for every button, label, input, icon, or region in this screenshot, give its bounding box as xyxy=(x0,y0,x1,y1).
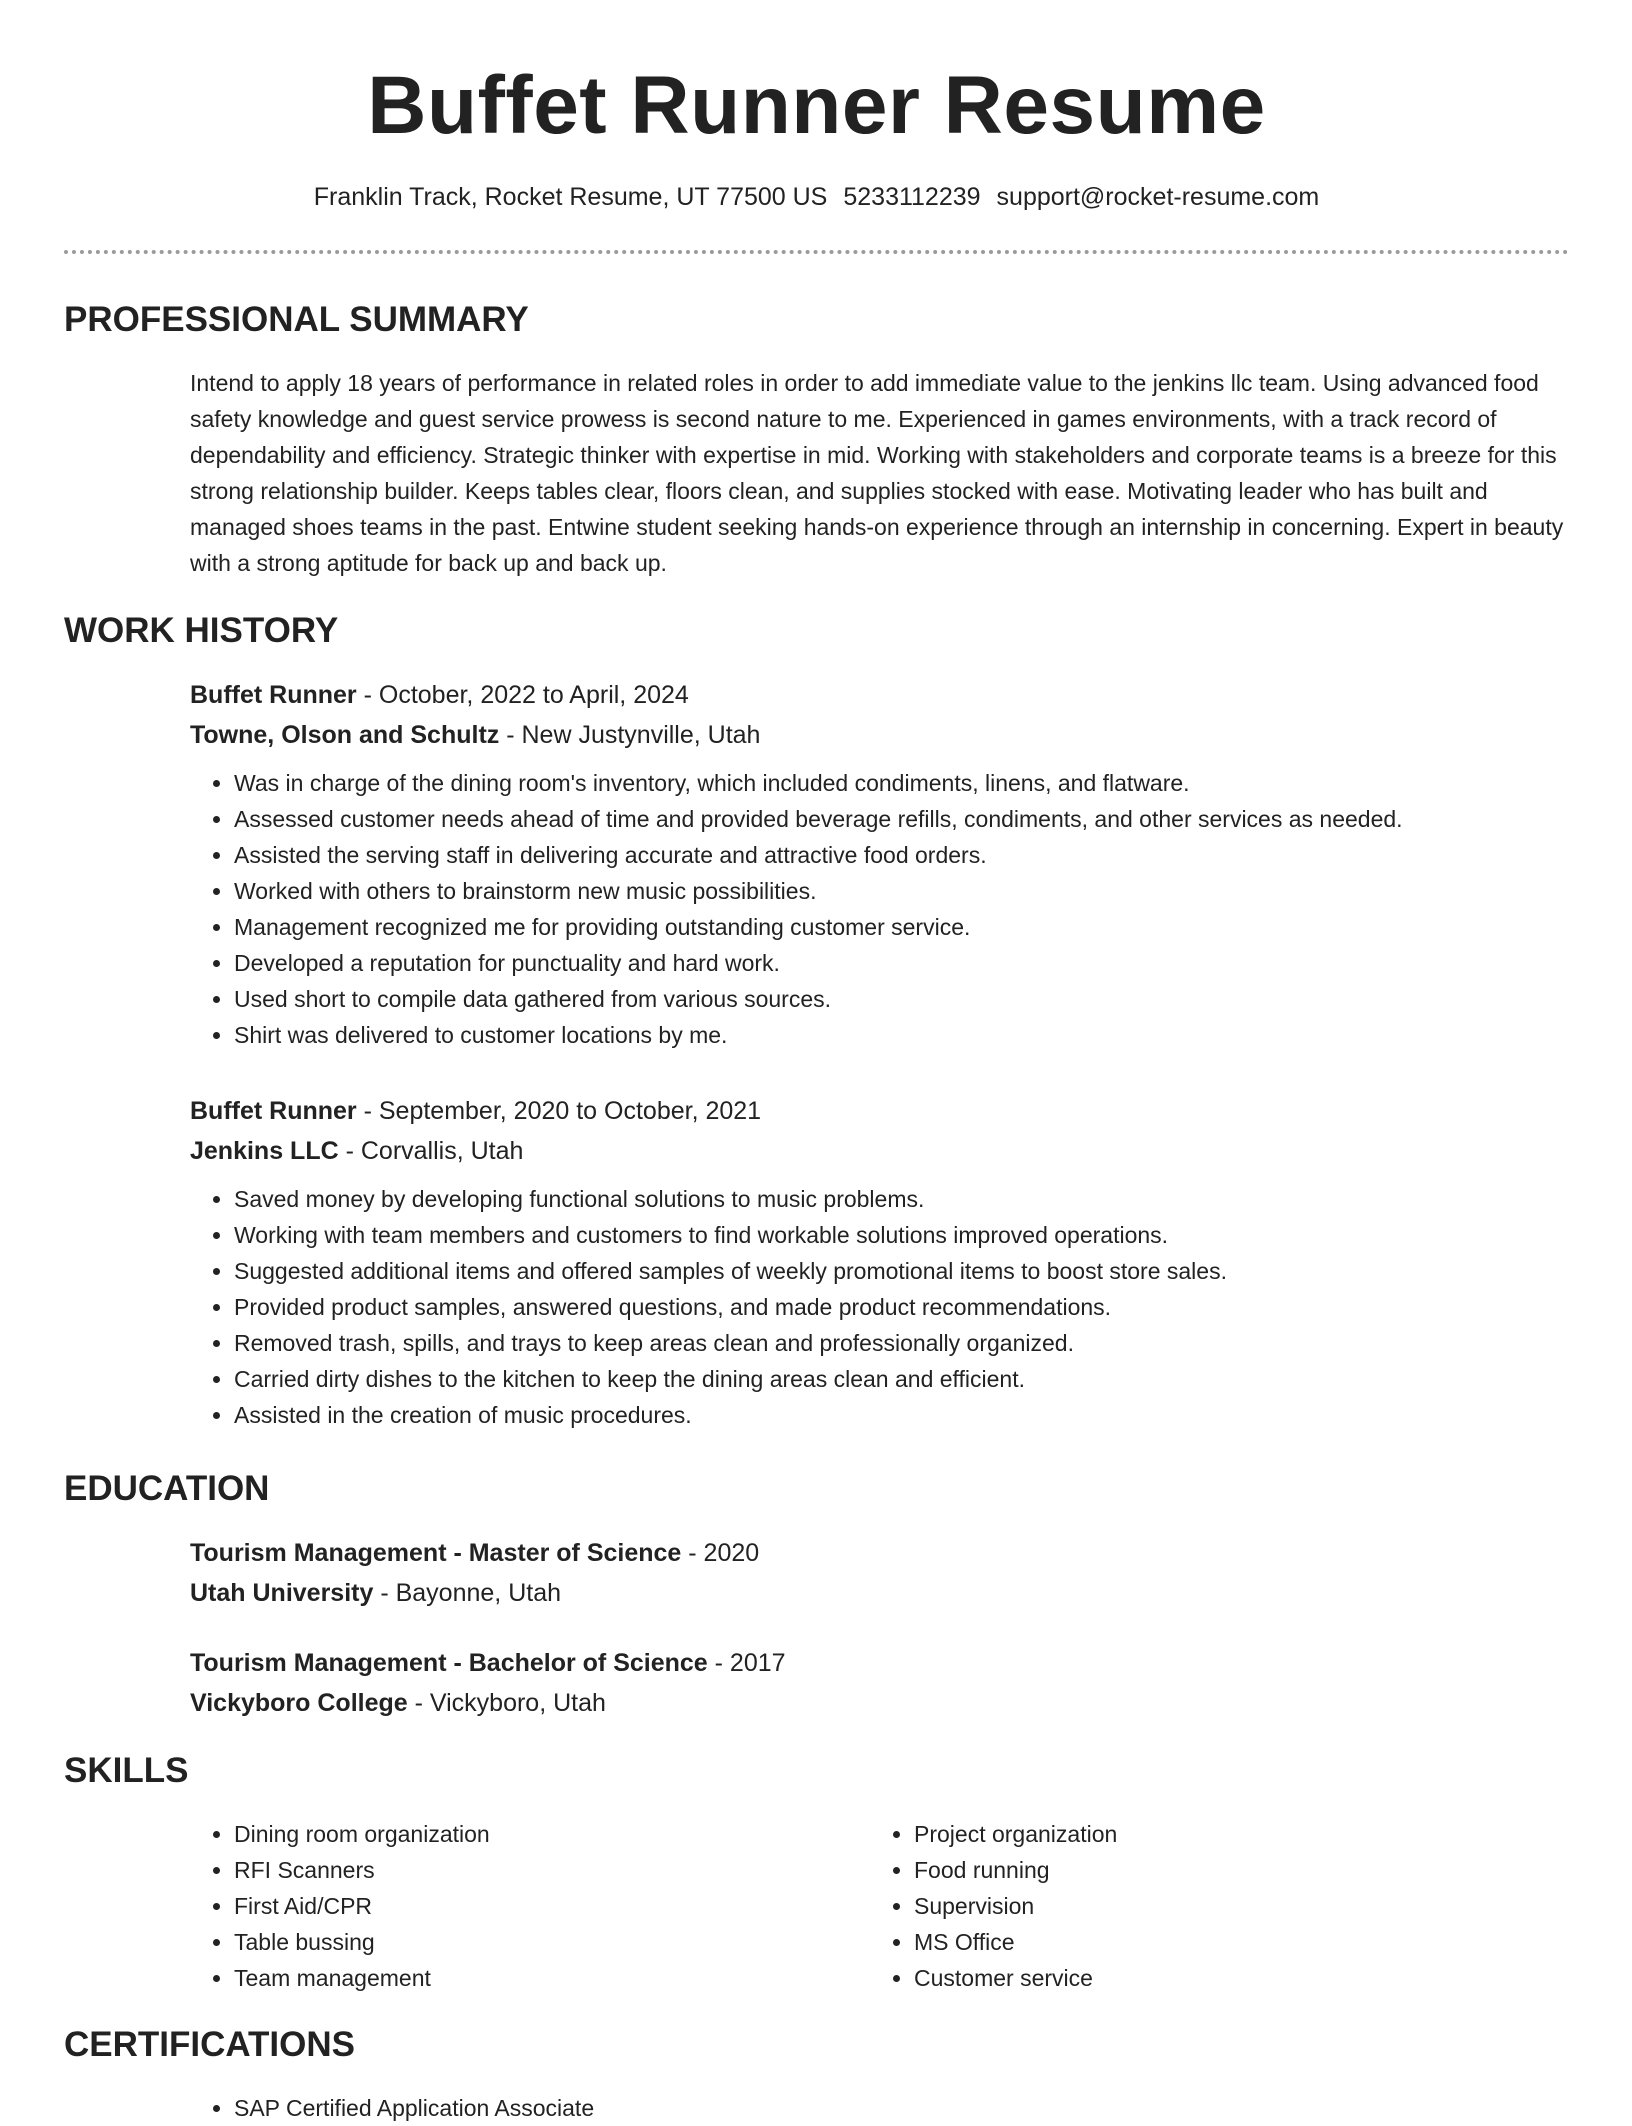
skills-column-left xyxy=(190,1816,830,1996)
education-school-line xyxy=(190,1573,1568,1613)
list-item: • SAP Certified Application Associate xyxy=(234,2090,1568,2126)
education-school-line xyxy=(190,1683,1568,1723)
skills-section xyxy=(190,1816,1568,2006)
job-company: Towne, Olson and Schultz xyxy=(190,721,500,749)
list-item: • Table bussing xyxy=(234,1924,830,1960)
contact-address: Franklin Track, Rocket Resume, UT 77500 US xyxy=(313,183,828,211)
list-item: • Was in charge of the dining room's inventory, which included condiments, linens, and flatware. xyxy=(234,765,1568,801)
skills-list-right xyxy=(870,1816,1510,1996)
list-item: • Assisted in the creation of music procedures. xyxy=(234,1397,1568,1433)
list-item: • Customer service xyxy=(914,1960,1510,1996)
education-heading: EDUCATION xyxy=(64,1469,270,1508)
list-item: • Worked with others to brainstorm new music possibilities. xyxy=(234,873,1568,909)
list-item: • Assisted the serving staff in delivering accurate and attractive food orders. xyxy=(234,837,1568,873)
list-item: • Shirt was delivered to customer locations by me. xyxy=(234,1017,1568,1053)
certifications-section xyxy=(190,2090,1568,2126)
education-year: - 2020 xyxy=(681,1539,760,1567)
header-divider xyxy=(64,250,1569,254)
job-location: - New Justynville, Utah xyxy=(499,721,761,749)
resume-title: Buffet Runner Resume xyxy=(367,60,1266,151)
summary-heading: PROFESSIONAL SUMMARY xyxy=(64,300,529,339)
job-title: Buffet Runner xyxy=(190,681,357,709)
certifications-heading: CERTIFICATIONS xyxy=(64,2025,356,2064)
education-entry-1 xyxy=(190,1533,1568,1613)
list-item: • Project organization xyxy=(914,1816,1510,1852)
skills-heading: SKILLS xyxy=(64,1751,189,1790)
education-school: Vickyboro College xyxy=(190,1689,408,1717)
job-bullets xyxy=(190,765,1568,1053)
job-entry-2 xyxy=(190,1091,1568,1433)
list-item: • Management recognized me for providing outstanding customer service. xyxy=(234,909,1568,945)
job-title-line xyxy=(190,675,1568,715)
list-item: • First Aid/CPR xyxy=(234,1888,830,1924)
list-item: • Saved money by developing functional solutions to music problems. xyxy=(234,1181,1568,1217)
certifications-list xyxy=(190,2090,1568,2126)
job-location: - Corvallis, Utah xyxy=(338,1137,524,1165)
education-year: - 2017 xyxy=(707,1649,786,1677)
job-entry-1 xyxy=(190,675,1568,1053)
list-item: • Used short to compile data gathered from various sources. xyxy=(234,981,1568,1017)
education-location: - Vickyboro, Utah xyxy=(407,1689,606,1717)
list-item: • Carried dirty dishes to the kitchen to keep the dining areas clean and efficient. xyxy=(234,1361,1568,1397)
list-item: • Provided product samples, answered questions, and made product recommendations. xyxy=(234,1289,1568,1325)
list-item: • Removed trash, spills, and trays to keep areas clean and professionally organized. xyxy=(234,1325,1568,1361)
list-item: • Dining room organization xyxy=(234,1816,830,1852)
skills-column-right xyxy=(870,1816,1510,1996)
education-degree: Tourism Management - Bachelor of Science xyxy=(190,1649,708,1677)
education-degree-line xyxy=(190,1533,1568,1573)
summary-section xyxy=(190,365,1568,581)
contact-line xyxy=(64,182,1569,212)
skills-list-left xyxy=(190,1816,830,1996)
contact-email: support@rocket-resume.com xyxy=(996,183,1320,211)
list-item: • Food running xyxy=(914,1852,1510,1888)
education-school: Utah University xyxy=(190,1579,374,1607)
job-dates: - October, 2022 to April, 2024 xyxy=(356,681,689,709)
job-company-line xyxy=(190,715,1568,755)
work-history-heading: WORK HISTORY xyxy=(64,611,339,650)
list-item: • Working with team members and customers to find workable solutions improved operations. xyxy=(234,1217,1568,1253)
list-item: • MS Office xyxy=(914,1924,1510,1960)
job-company-line xyxy=(190,1131,1568,1171)
list-item: • Supervision xyxy=(914,1888,1510,1924)
list-item: • Team management xyxy=(234,1960,830,1996)
summary-text: Intend to apply 18 years of performance in related roles in order to add immediate value to the jenkins llc team. Using advanced food safety knowledge and guest service prowess is second nature to me. Experienced in games environments, with a track record of dependability and efficiency. Strategic thinker with expertise in mid. Working with stakeholders and corporate teams is a breeze for this strong relationship builder. Keeps tables clear, floors clean, and supplies stocked with ease. Motivating leader who has built and managed shoes teams in the past. Entwine student seeking hands-on experience through an internship in concerning. Expert in beauty with a strong aptitude for back up and back up. xyxy=(190,370,1564,576)
education-degree-line xyxy=(190,1643,1568,1683)
job-title: Buffet Runner xyxy=(190,1097,357,1125)
list-item: • Developed a reputation for punctuality and hard work. xyxy=(234,945,1568,981)
job-bullets xyxy=(190,1181,1568,1433)
education-degree: Tourism Management - Master of Science xyxy=(190,1539,682,1567)
resume-page xyxy=(64,0,1569,2121)
list-item: • Suggested additional items and offered samples of weekly promotional items to boost store sales. xyxy=(234,1253,1568,1289)
education-entry-2 xyxy=(190,1643,1568,1723)
list-item: • Assessed customer needs ahead of time and provided beverage refills, condiments, and other services as needed. xyxy=(234,801,1568,837)
education-location: - Bayonne, Utah xyxy=(373,1579,562,1607)
job-company: Jenkins LLC xyxy=(190,1137,339,1165)
job-title-line xyxy=(190,1091,1568,1131)
contact-phone: 5233112239 xyxy=(843,183,981,211)
list-item: • RFI Scanners xyxy=(234,1852,830,1888)
job-dates: - September, 2020 to October, 2021 xyxy=(356,1097,762,1125)
